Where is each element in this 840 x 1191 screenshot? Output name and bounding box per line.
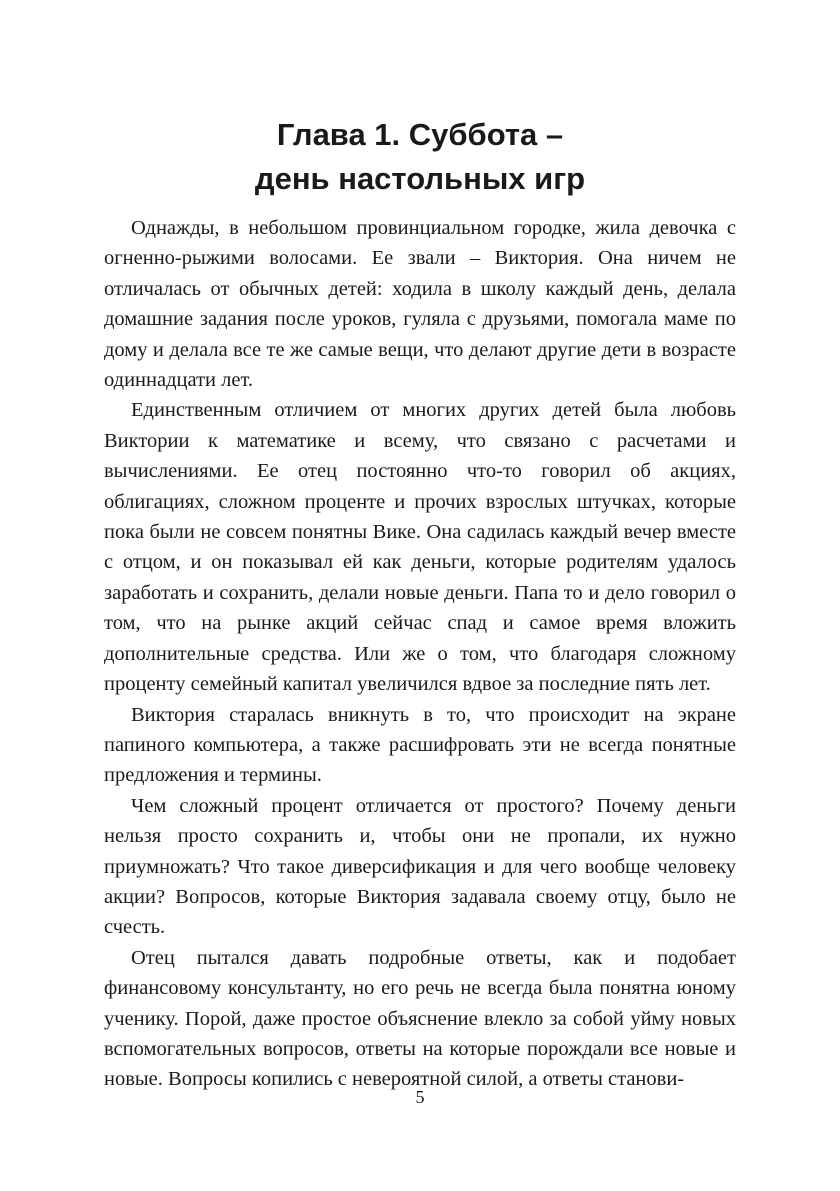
paragraph-5: Отец пытался давать подробные ответы, как и подобает финансовому консультанту, но его речь не всегда была понятна юному ученику. Порой, даже простое объяснение влекло за собой уйму новых вспомогательных вопросов, ответы на которые порождали все новые и новые. Вопросы копились с невероятной силой, а ответы станови- <box>104 946 736 1091</box>
page-number: 5 <box>415 1087 425 1107</box>
paragraph-2: Единственным отличием от многих других детей была любовь Виктории к математике и всему, что связано с расчетами и вычислениями. Ее отец постоянно что-то говорил об акциях, облигациях, сложном проценте и прочих взрослых штучках, которые пока были не совсем понятны Вике. Она садилась каждый вечер вместе с отцом, и он показывал ей как деньги, которые родителям удалось заработать и сохранить, делали новые деньги. Папа то и дело говорил о том, что на рынке акций сейчас спад и самое время вложить дополнительные средства. Или же о том, что благодаря сложному проценту семейный капитал увеличился вдвое за последние пять лет. <box>104 399 736 696</box>
paragraph-3: Виктория старалась вникнуть в то, что происходит на экране папиного компьютера, а также расшифровать эти не всегда понятные предложения и термины. <box>104 703 736 787</box>
paragraph-1: Однажды, в небольшом провинциальном городке, жила девочка с огненно-рыжими волосами. Ее звали – Виктория. Она ничем не отличалась от обычных детей: ходила в школу каждый день, делала домашние задания после уроков, гуляла с друзьями, помогала маме по дому и делала все те же самые вещи, что делают другие дети в возрасте одиннадцати лет. <box>104 217 736 392</box>
chapter-title-line-1: Глава 1. Суббота – <box>276 117 564 152</box>
chapter-title-line-2: день настольных игр <box>254 161 586 196</box>
paragraph-4: Чем сложный процент отличается от простого? Почему деньги нельзя просто сохранить и, чтобы они не пропали, их нужно приумножать? Что такое диверсификация и для чего вообще человеку акции? Вопросов, которые Виктория задавала своему отцу, было не счесть. <box>104 794 736 939</box>
chapter-title <box>104 113 736 201</box>
chapter-body <box>104 213 736 1095</box>
